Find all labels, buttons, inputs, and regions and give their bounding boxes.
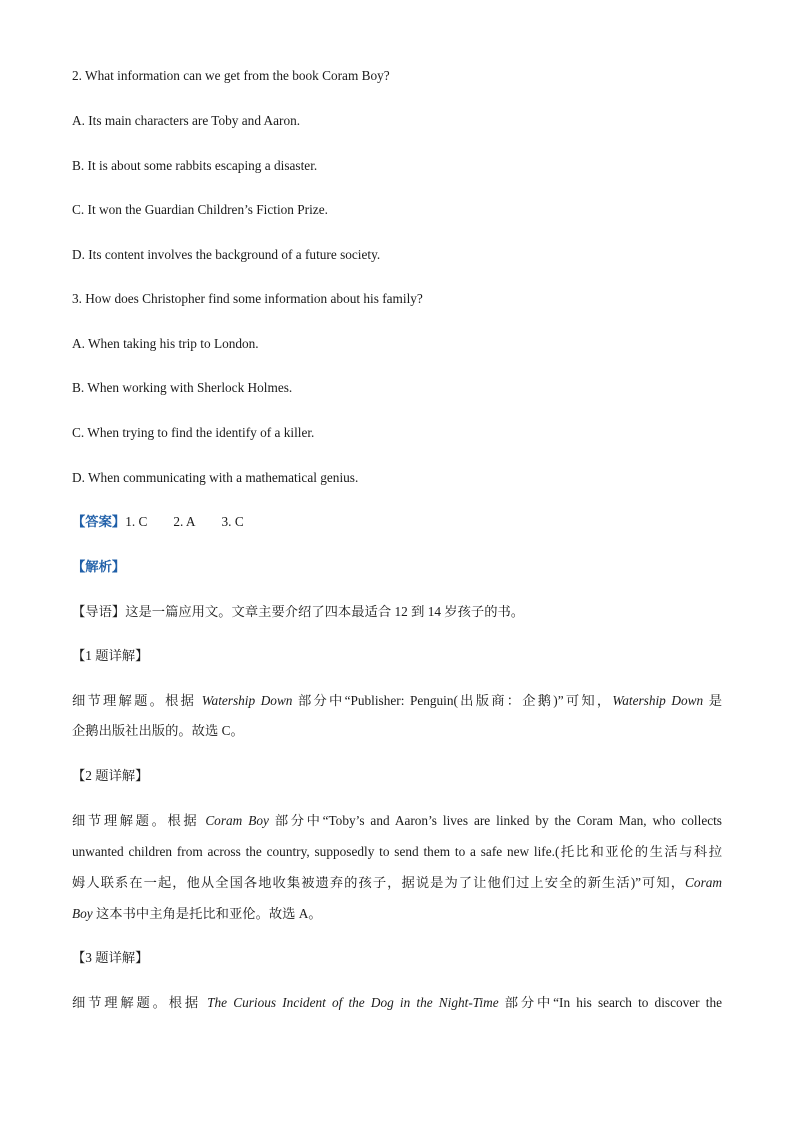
intro-label: 【导语】 bbox=[72, 604, 126, 619]
intro-text: 这是一篇应用文。文章主要介绍了四本最适合 12 到 14 岁孩子的书。 bbox=[125, 604, 525, 619]
question-2-option-b: B. It is about some rabbits escaping a disaster. bbox=[72, 158, 318, 173]
question-3-option-a: A. When taking his trip to London. bbox=[72, 336, 259, 351]
answer-label: 【答案】 bbox=[72, 514, 126, 529]
question-2-stem: 2. What information can we get from the book Coram Boy? bbox=[72, 68, 390, 83]
question-3-option-d: D. When communicating with a mathematical genius. bbox=[72, 470, 359, 485]
detail-3-line-1: 细节理解题。根据 The Curious Incident of the Dog in the Night-Time 部分中“In his search to discover the bbox=[72, 995, 722, 1010]
detail-2-heading: 【2 题详解】 bbox=[72, 768, 149, 783]
detail-1-heading: 【1 题详解】 bbox=[72, 648, 149, 663]
question-2-option-a: A. Its main characters are Toby and Aaron. bbox=[72, 113, 301, 128]
question-2-option-d: D. Its content involves the background of a future society. bbox=[72, 247, 381, 262]
detail-1-line-1: 细节理解题。根据 Watership Down 部分中“Publisher: Penguin(出版商：企鹅)”可知，Watership Down 是 bbox=[72, 693, 722, 708]
detail-2-line-4: Boy 这本书中主角是托比和亚伦。故选 A。 bbox=[72, 906, 322, 921]
answer-item: 2. A bbox=[173, 514, 196, 529]
intro-line bbox=[72, 603, 722, 621]
question-3-stem: 3. How does Christopher find some information about his family? bbox=[72, 291, 423, 306]
detail-2-line-1: 细节理解题。根据 Coram Boy 部分中“Toby’s and Aaron’s lives are linked by the Coram Man, who collects bbox=[72, 813, 722, 828]
detail-2-line-3: 姆人联系在一起，他从全国各地收集被遗弃的孩子，据说是为了让他们过上安全的新生活)”可知，Coram bbox=[72, 875, 722, 890]
answer-item: 1. C bbox=[125, 514, 148, 529]
detail-3-heading: 【3 题详解】 bbox=[72, 950, 149, 965]
detail-1-line-2: 企鹅出版社出版的。故选 C。 bbox=[72, 723, 244, 738]
detail-2-line-2: unwanted children from across the country, supposedly to send them to a safe new life.(托比和亚伦的生活与科拉 bbox=[72, 844, 722, 859]
answer-item: 3. C bbox=[221, 514, 244, 529]
answer-line bbox=[72, 513, 722, 531]
analysis-label: 【解析】 bbox=[72, 559, 126, 574]
question-3-option-b: B. When working with Sherlock Holmes. bbox=[72, 380, 293, 395]
question-2-option-c: C. It won the Guardian Children’s Fiction Prize. bbox=[72, 202, 328, 217]
question-3-option-c: C. When trying to find the identify of a killer. bbox=[72, 425, 315, 440]
analysis-heading bbox=[72, 558, 722, 576]
